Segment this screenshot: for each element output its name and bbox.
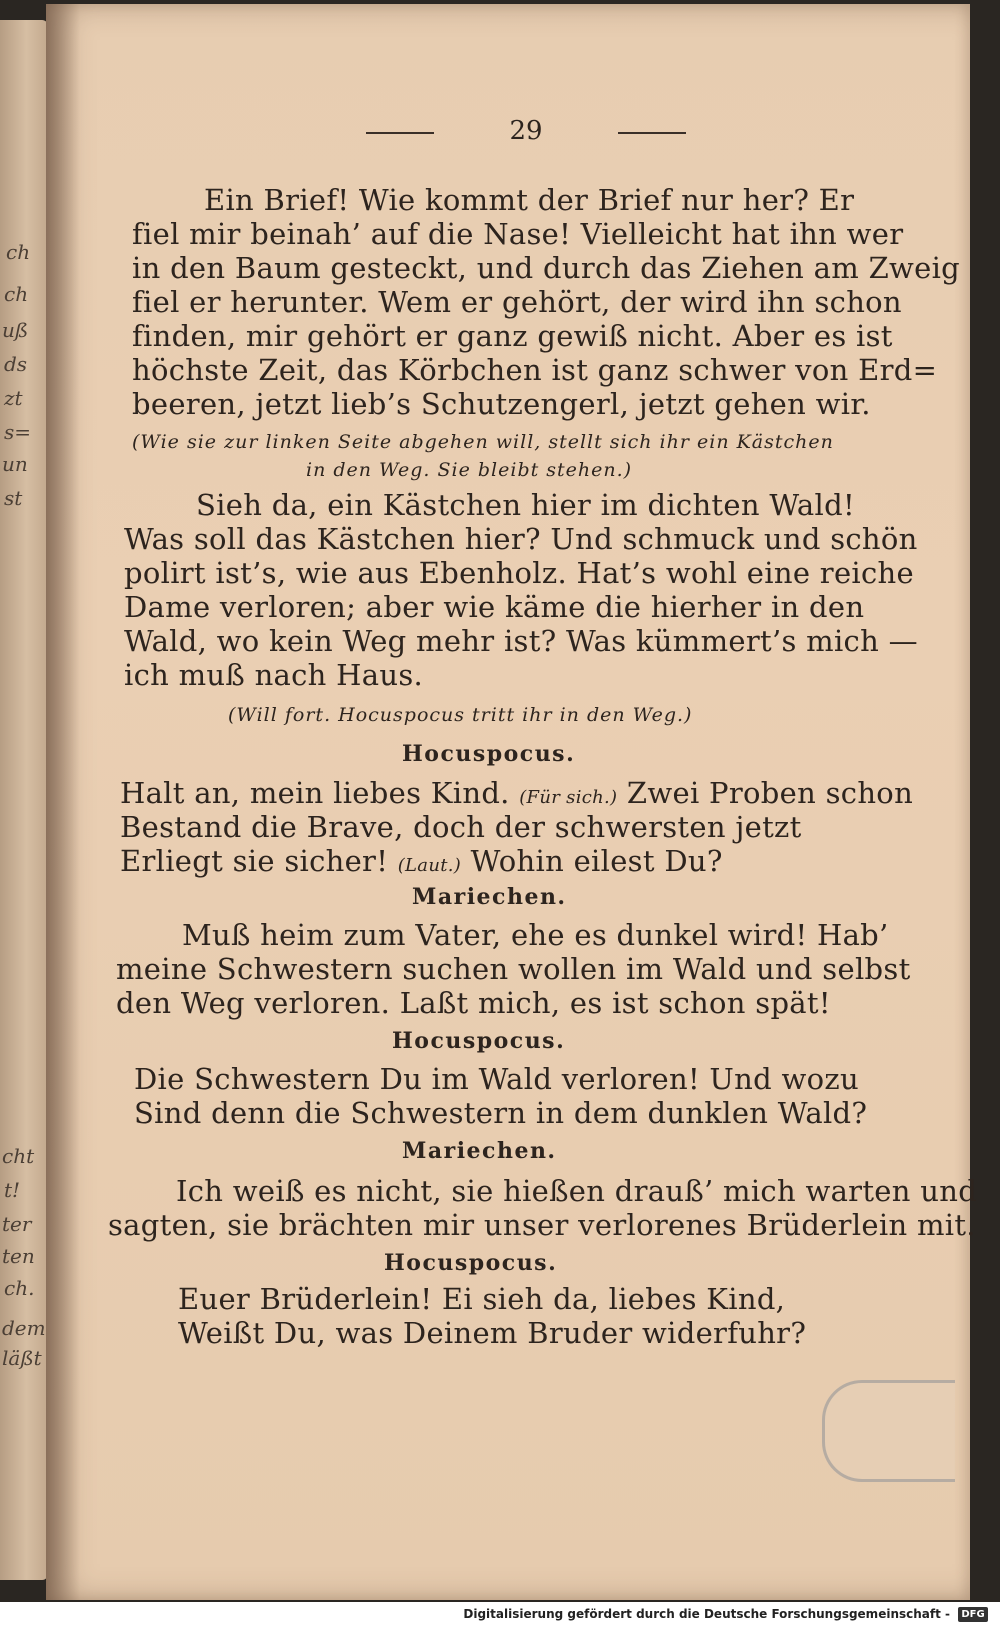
left-page-fragment: s= [4, 420, 32, 444]
text-line: Was soll das Kästchen hier? Und schmuck und schön [124, 522, 918, 556]
text-line: den Weg verloren. Laßt mich, es ist schon spät! [116, 986, 831, 1020]
stage-direction: in den Weg. Sie bleibt stehen.) [306, 459, 633, 481]
text-line: Dame verloren; aber wie käme die hierher in den [124, 590, 865, 624]
page-clip [822, 1380, 955, 1482]
verse-line [120, 776, 913, 810]
stage-direction: (Wie sie zur linken Seite abgehen will, stellt sich ihr ein Kästchen [132, 431, 834, 453]
funding-notice: Digitalisierung gefördert durch die Deutsche Forschungsgemeinschaft - [463, 1607, 950, 1621]
text-line: Muß heim zum Vater, ehe es dunkel wird! Hab’ [182, 918, 889, 952]
footer-bar [0, 1602, 1000, 1628]
text-line: finden, mir gehört er ganz gewiß nicht. Aber es ist [132, 319, 893, 353]
left-page-fragment: t! [4, 1178, 21, 1202]
speaker-name: Hocuspocus. [384, 1250, 558, 1276]
left-page-fragment: ter [2, 1212, 32, 1236]
text-line: Sieh da, ein Kästchen hier im dichten Wald! [196, 488, 855, 522]
speaker-name: Mariechen. [412, 884, 567, 910]
left-page-fragment: dem [2, 1316, 46, 1340]
text-line: Ein Brief! Wie kommt der Brief nur her? Er [204, 183, 855, 217]
left-page-edge [0, 20, 48, 1580]
text-line: meine Schwestern suchen wollen im Wald und selbst [116, 952, 911, 986]
page-gutter-shadow [46, 4, 80, 1600]
page-header [366, 116, 686, 150]
text-line: fiel er herunter. Wem er gehört, der wird ihn schon [132, 285, 902, 319]
header-rule-right [618, 132, 686, 134]
page-number: 29 [509, 116, 543, 146]
text-line: Weißt Du, was Deinem Bruder widerfuhr? [178, 1316, 807, 1350]
left-page-fragment: zt [4, 386, 23, 410]
aside-direction: (Laut.) [397, 855, 462, 876]
speaker-name: Mariechen. [402, 1138, 557, 1164]
left-page-fragment: cht [2, 1144, 35, 1168]
verse-text: Wohin eilest Du? [470, 844, 723, 878]
text-line: ich muß nach Haus. [124, 658, 424, 692]
text-line: höchste Zeit, das Körbchen ist ganz schwer von Erd= [132, 353, 938, 387]
text-line: beeren, jetzt lieb’s Schutzengerl, jetzt gehen wir. [132, 387, 871, 421]
speaker-name: Hocuspocus. [402, 741, 576, 767]
left-page-fragment: ch [4, 282, 29, 306]
text-line: Bestand die Brave, doch der schwersten jetzt [120, 810, 802, 844]
text-line: Die Schwestern Du im Wald verloren! Und wozu [134, 1062, 859, 1096]
text-line: polirt ist’s, wie aus Ebenholz. Hat’s wohl eine reiche [124, 556, 914, 590]
dfg-logo: DFG [958, 1607, 988, 1622]
verse-text: Zwei Proben schon [626, 776, 914, 810]
text-line: Sind denn die Schwestern in dem dunklen Wald? [134, 1096, 868, 1130]
verse-text: Halt an, mein liebes Kind. [120, 776, 510, 810]
book-page [46, 4, 978, 1600]
left-page-fragment: läßt [2, 1346, 42, 1370]
verse-text: Erliegt sie sicher! [120, 844, 389, 878]
text-line: Ich weiß es nicht, sie hießen drauß’ mich warten und [176, 1174, 978, 1208]
aside-direction: (Für sich.) [519, 787, 618, 808]
left-page-fragment: uß [2, 318, 29, 342]
text-line: in den Baum gesteckt, und durch das Ziehen am Zweig [132, 251, 961, 285]
left-page-fragment: ds [4, 352, 28, 376]
stage-direction: (Will fort. Hocuspocus tritt ihr in den Weg.) [228, 704, 693, 726]
left-page-fragment: un [2, 452, 28, 476]
left-page-fragment: ten [2, 1244, 35, 1268]
text-line: fiel mir beinah’ auf die Nase! Vielleicht hat ihn wer [132, 217, 904, 251]
verse-line [120, 844, 723, 878]
text-line: Wald, wo kein Weg mehr ist? Was kümmert’s mich — [124, 624, 918, 658]
speaker-name: Hocuspocus. [392, 1028, 566, 1054]
left-page-fragment: ch. [4, 1276, 35, 1300]
left-page-fragment: ch [6, 240, 31, 264]
text-line: sagten, sie brächten mir unser verlorenes Brüderlein mit. [108, 1208, 976, 1242]
left-page-fragment: st [4, 486, 23, 510]
text-line: Euer Brüderlein! Ei sieh da, liebes Kind, [178, 1282, 786, 1316]
